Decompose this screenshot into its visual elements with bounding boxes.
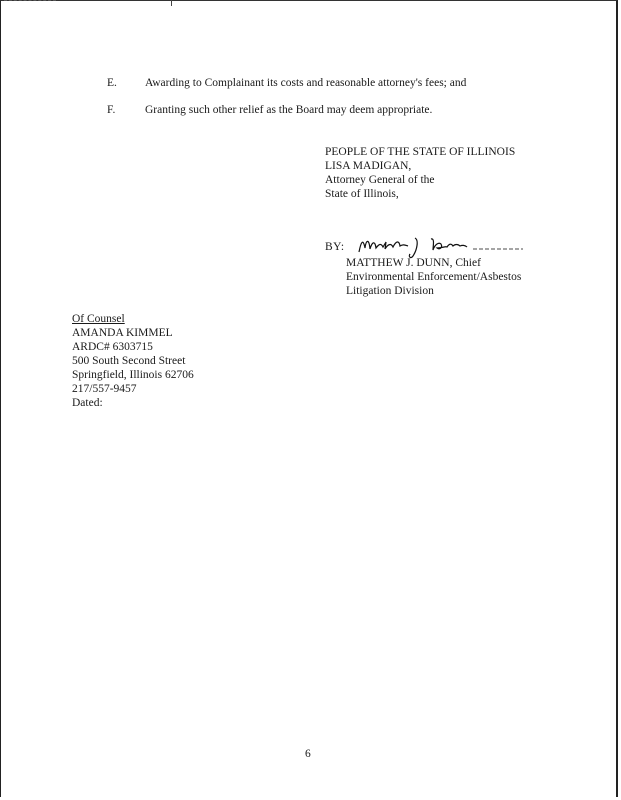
of-counsel-block — [72, 312, 194, 410]
counsel-street: 500 South Second Street — [72, 355, 186, 367]
counsel-ardc: ARDC# 6303715 — [72, 341, 153, 353]
scan-edge-mark — [4, 0, 56, 4]
page-number: 6 — [305, 748, 311, 760]
counsel-dated: Dated: — [72, 397, 103, 409]
signer-division: Environmental Enforcement/Asbestos — [346, 271, 522, 283]
counsel-heading: Of Counsel — [72, 313, 125, 325]
counsel-phone: 217/557-9457 — [72, 383, 137, 395]
signer-division-cont: Litigation Division — [346, 285, 434, 297]
attorney-general-name: LISA MADIGAN, — [325, 160, 412, 172]
item-label: E. — [107, 77, 117, 89]
signer-name: MATTHEW J. DUNN, Chief — [346, 257, 481, 269]
attorney-general-state: State of Illinois, — [325, 188, 399, 200]
item-text: Granting such other relief as the Board may deem appropriate. — [145, 104, 433, 116]
signer-block — [346, 256, 521, 298]
item-label: F. — [107, 104, 116, 116]
item-text: Awarding to Complainant its costs and reasonable attorney's fees; and — [145, 77, 467, 89]
by-label: BY: — [325, 241, 345, 253]
scan-edge-tick — [171, 0, 172, 6]
counsel-name: AMANDA KIMMEL — [72, 327, 173, 339]
counsel-city: Springfield, Illinois 62706 — [72, 369, 194, 381]
people-signature-header — [325, 145, 515, 201]
party-name: PEOPLE OF THE STATE OF ILLINOIS — [325, 146, 516, 158]
attorney-general-title: Attorney General of the — [325, 174, 435, 186]
